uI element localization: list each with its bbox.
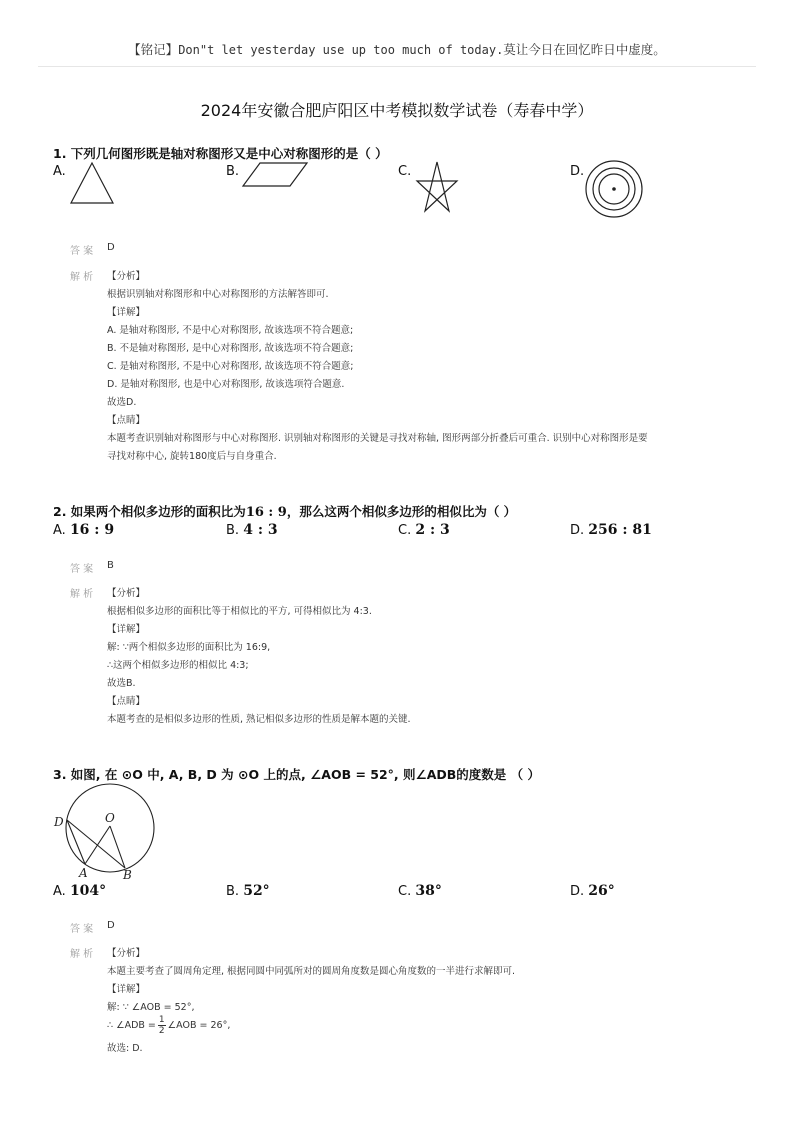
q2-option-a-value: 16 : 9 <box>69 522 115 538</box>
q3-calc-post: ∠AOB = 26°, <box>167 1020 231 1031</box>
q2-option-d-value: 256 : 81 <box>588 522 652 538</box>
q2-option-a[interactable]: A. 16 : 9 <box>53 522 115 538</box>
q2-option-c[interactable]: C. 2 : 3 <box>398 522 450 538</box>
q1-line: A. 是轴对称图形, 不是中心对称图形, 故该选项不符合题意; <box>107 325 354 336</box>
header-divider <box>38 66 756 67</box>
q1-answer-value: D <box>107 242 115 253</box>
q3-text: 3. 如图, 在 ⊙O 中, A, B, D 为 ⊙O 上的点, ∠AOB = 52°, 则∠ADB的度数是 （ ） <box>53 767 541 782</box>
q2-text-pre: 2. 如果两个相似多边形的面积比为 <box>53 504 246 519</box>
q1-option-d-letter[interactable]: D. <box>570 164 585 179</box>
q2-ratio: 16 : 9 <box>245 505 287 520</box>
q3-label-b: B <box>123 868 132 880</box>
q3-label-d: D <box>54 815 64 829</box>
q2-option-b-value: 4 : 3 <box>243 522 278 538</box>
q3-label-o: O <box>105 811 115 825</box>
q3-option-a[interactable]: A. 104° <box>53 883 107 899</box>
q3-label-a: A <box>79 866 88 880</box>
motto-english: Don"t let yesterday use up too much of today. <box>178 43 504 57</box>
q3-circle-figure <box>50 780 160 880</box>
q3-option-c[interactable]: C. 38° <box>398 883 442 899</box>
q2-line: 【点睛】 <box>107 696 146 707</box>
q2-line: ∴这两个相似多边形的相似比 4:3; <box>107 660 249 671</box>
q1-line: B. 不是轴对称图形, 是中心对称图形, 故该选项不符合题意; <box>107 343 354 354</box>
q1-line: 根据识别轴对称图形和中心对称图形的方法解答即可. <box>107 289 329 300</box>
q1-option-c-letter[interactable]: C. <box>398 164 412 179</box>
q1-line: 本题考查识别轴对称图形与中心对称图形. 识别轴对称图形的关键是寻找对称轴, 图形两部分折叠后可重合. 识别中心对称图形是要 <box>107 433 648 444</box>
q3-option-b-value: 52° <box>243 883 270 899</box>
q2-line: 【分析】 <box>107 588 146 599</box>
q1-line: 【点睛】 <box>107 415 146 426</box>
q3-frac-den: 2 <box>158 1026 165 1036</box>
q3-answer-value: D <box>107 920 115 931</box>
q3-answer-label: 答 案 <box>70 924 94 935</box>
q1-line: C. 是轴对称图形, 不是中心对称图形, 故该选项不符合题意; <box>107 361 354 372</box>
q2-line: 故选B. <box>107 678 136 689</box>
q3-option-c-value: 38° <box>415 883 442 899</box>
q3-frac-num: 1 <box>158 1015 165 1025</box>
q2-text-post: ，那么这两个相似多边形的相似比为（ ） <box>286 504 517 519</box>
q2-line: 【详解】 <box>107 624 146 635</box>
q1-line: 寻找对称中心, 旋转180度后与自身重合. <box>107 451 277 462</box>
motto-chinese: 莫让今日在回忆昨日中虚度。 <box>503 42 666 57</box>
q2-line: 本题考查的是相似多边形的性质, 熟记相似多边形的性质是解本题的关键. <box>107 714 411 725</box>
q3-option-d[interactable]: D. 26° <box>570 883 615 899</box>
q3-fraction <box>158 1015 166 1036</box>
page-title: 2024年安徽合肥庐阳区中考模拟数学试卷（寿春中学） <box>200 101 594 120</box>
q3-line: 本题主要考查了圆周角定理, 根据同圆中同弧所对的圆周角度数是圆心角度数的一半进行求解即可. <box>107 966 516 977</box>
q3-line: 【分析】 <box>107 948 146 959</box>
q1-option-b-letter[interactable]: B. <box>226 164 240 179</box>
q3-final: 故选: D. <box>107 1043 143 1054</box>
q1-option-a-letter[interactable]: A. <box>53 164 66 179</box>
q1-answer-label: 答 案 <box>70 246 94 257</box>
q2-line: 解: ∵两个相似多边形的面积比为 16:9, <box>107 642 271 653</box>
q2-answer-value: B <box>107 560 114 571</box>
q1-line: 故选D. <box>107 397 137 408</box>
q2-option-b[interactable]: B. 4 : 3 <box>226 522 278 538</box>
q3-calc-pre: ∴ ∠ADB = <box>107 1020 156 1031</box>
q1-analysis-label: 解 析 <box>70 272 94 283</box>
q2-text <box>53 502 516 520</box>
q3-option-a-value: 104° <box>69 883 107 899</box>
q1-pentagram-figure <box>412 160 462 218</box>
q2-option-d[interactable]: D. 256 : 81 <box>570 522 652 538</box>
q1-line: 【分析】 <box>107 271 146 282</box>
q1-triangle-figure <box>68 160 116 208</box>
q2-answer-label: 答 案 <box>70 564 94 575</box>
q1-text: 1. 下列几何图形既是轴对称图形又是中心对称图形的是（ ） <box>53 146 388 161</box>
q3-calc-line <box>107 1015 230 1036</box>
q2-analysis-label: 解 析 <box>70 589 94 600</box>
q2-line: 根据相似多边形的面积比等于相似比的平方, 可得相似比为 4:3. <box>107 606 372 617</box>
q1-line: D. 是轴对称图形, 也是中心对称图形, 故该选项符合题意. <box>107 379 345 390</box>
q3-line: 解: ∵ ∠AOB = 52°, <box>107 1002 195 1013</box>
q2-option-c-value: 2 : 3 <box>415 522 450 538</box>
motto-prefix: 【铭记】 <box>128 42 179 57</box>
q1-line: 【详解】 <box>107 307 146 318</box>
q3-option-d-value: 26° <box>588 883 615 899</box>
q1-parallelogram-figure <box>240 160 310 190</box>
q3-option-b[interactable]: B. 52° <box>226 883 270 899</box>
q3-line: 【详解】 <box>107 984 146 995</box>
q3-analysis-label: 解 析 <box>70 949 94 960</box>
motto <box>0 40 794 58</box>
q1-concentric-circles-figure <box>584 159 644 219</box>
